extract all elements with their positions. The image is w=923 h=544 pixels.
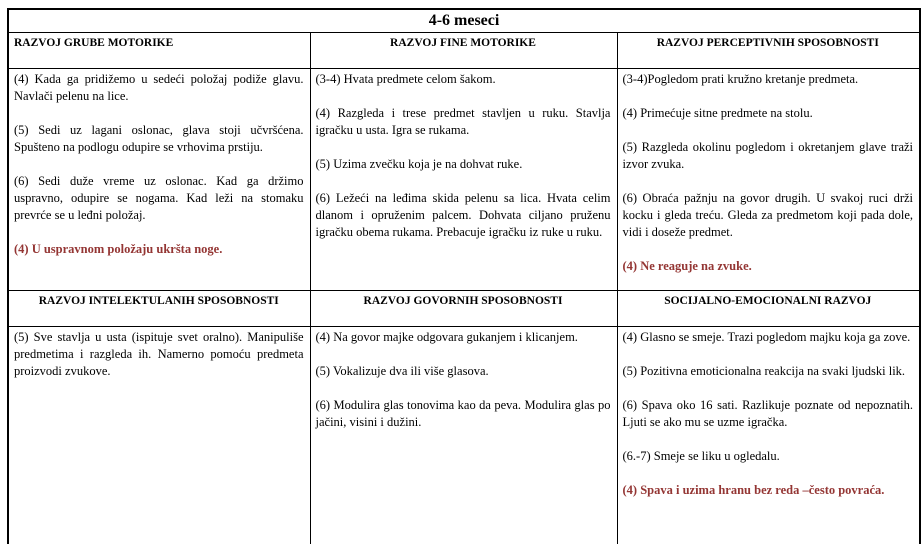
milestone-item: (6) Ležeći na leđima skida pelenu sa lica. Hvata celim dlanom i opruženim palcem. Dohvata ciljano pruženu igračku obema rukama. Prebacuje igračku iz ruke u ruku.: [315, 191, 611, 239]
milestone-item: (5) Sve stavlja u usta (ispituje svet oralno). Manipuliše predmetima i razgleda ih. Namerno pomoću predmeta proizvodi zvukove.: [14, 330, 304, 378]
milestone-item: (6) Modulira glas tonovima kao da peva. Modulira glas po jačini, visini i dužini.: [315, 398, 611, 429]
development-milestones-table: [7, 8, 921, 544]
milestone-item: (5) Sedi uz lagani oslonac, glava stoji učvršćena. Spušteno na podlogu odupire se vrhovima prstiju.: [14, 123, 304, 154]
milestone-item: (4) Na govor majke odgovara gukanjem i klicanjem.: [315, 330, 578, 344]
header-gross-motor: RAZVOJ GRUBE MOTORIKE: [8, 33, 310, 69]
cell-gross-motor: [8, 69, 310, 291]
milestone-item: (4) Ne reaguje na zvuke.: [622, 259, 752, 273]
milestone-item: (4) Primećuje sitne predmete na stolu.: [622, 106, 813, 120]
cell-speech: [310, 327, 617, 544]
milestone-item: (5) Vokalizuje dva ili više glasova.: [315, 364, 489, 378]
milestone-item: (4) Kada ga pridižemo u sedeći položaj podiže glavu. Navlači pelenu na lice.: [14, 72, 304, 103]
milestone-item: (6) Sedi duže vreme uz oslonac. Kad ga držimo uspravno, odupire se nogama. Kad leži na stomaku prevrće se u leđni položaj.: [14, 174, 304, 222]
milestone-item: (5) Uzima zvečku koja je na dohvat ruke.: [315, 157, 523, 171]
header-row-1: [8, 33, 920, 69]
milestone-item: (6) Obraća pažnju na govor drugih. U svakoj ruci drži kocku i gleda treću. Gleda za predmetom koji pada dole, vidi i doseže predmet.: [622, 191, 914, 239]
cell-social-emotional: [617, 327, 920, 544]
cell-perceptual: [617, 69, 920, 291]
milestone-item: (4) Razgleda i trese predmet stavljen u ruku. Stavlja igračku u usta. Igra se rukama.: [315, 106, 611, 137]
header-perceptual: RAZVOJ PERCEPTIVNIH SPOSOBNOSTI: [617, 33, 920, 69]
milestone-item: (6.-7) Smeje se liku u ogledalu.: [622, 449, 780, 463]
milestone-item: (5) Razgleda okolinu pogledom i okretanjem glave traži izvor zvuka.: [622, 140, 914, 171]
milestone-item: (6) Spava oko 16 sati. Razlikuje poznate od nepoznatih. Ljuti se ako mu se uzme igračka.: [622, 398, 914, 429]
title-row: [8, 9, 920, 33]
cell-intellectual: [8, 327, 310, 544]
header-row-2: [8, 291, 920, 327]
table-title: 4-6 meseci: [8, 9, 920, 33]
header-social-emotional: SOCIJALNO-EMOCIONALNI RAZVOJ: [617, 291, 920, 327]
milestone-item: (4) U uspravnom položaju ukršta noge.: [14, 242, 223, 256]
content-row-1: [8, 69, 920, 291]
milestone-item: (3-4)Pogledom prati kružno kretanje predmeta.: [622, 72, 859, 86]
milestone-item: (4) Spava i uzima hranu bez reda –često povraća.: [622, 483, 885, 497]
content-row-2: [8, 327, 920, 544]
milestone-item: (4) Glasno se smeje. Trazi pogledom majku koja ga zove.: [622, 330, 911, 344]
header-intellectual: RAZVOJ INTELEKTULANIH SPOSOBNOSTI: [8, 291, 310, 327]
header-speech: RAZVOJ GOVORNIH SPOSOBNOSTI: [310, 291, 617, 327]
cell-fine-motor: [310, 69, 617, 291]
milestone-item: (3-4) Hvata predmete celom šakom.: [315, 72, 496, 86]
milestone-item: (5) Pozitivna emoticionalna reakcija na svaki ljudski lik.: [622, 364, 906, 378]
header-fine-motor: RAZVOJ FINE MOTORIKE: [310, 33, 617, 69]
